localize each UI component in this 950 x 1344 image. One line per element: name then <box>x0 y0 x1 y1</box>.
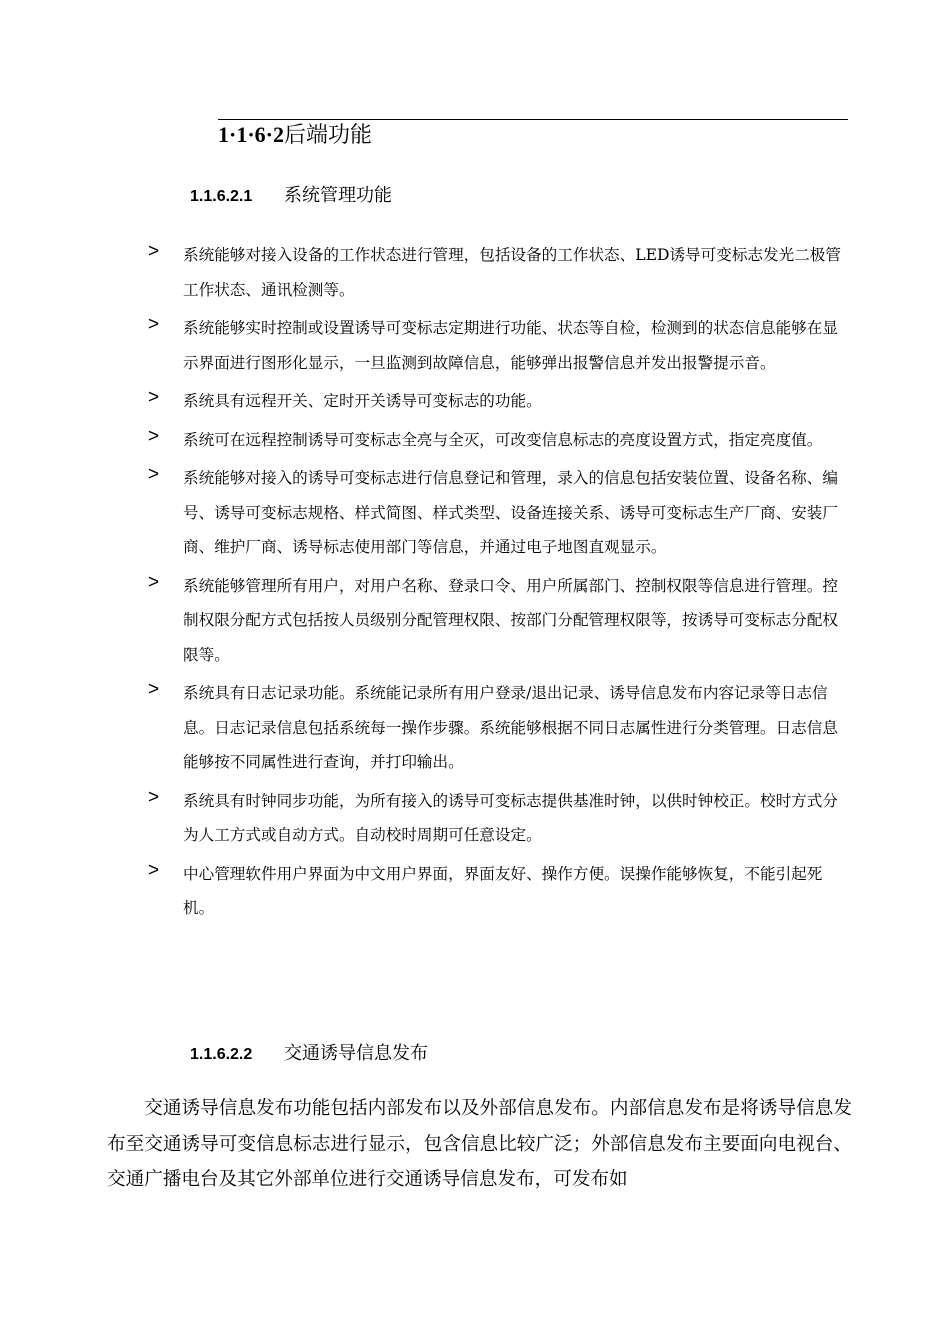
bullet-arrow-icon: > <box>148 387 160 408</box>
heading-3-title: 后端功能 <box>284 123 373 148</box>
list-item-text: 系统具有日志记录功能。系统能记录所有用户登录/退出记录、诱导信息发布内容记录等日志信息。日志记录信息包括系统每一操作步骤。系统能够根据不同日志属性进行分类管理。日志信息能够按不同属性进行查询，并打印输出。 <box>183 684 838 771</box>
bullet-arrow-icon: > <box>148 679 160 700</box>
bullet-arrow-icon: > <box>148 786 160 808</box>
bullet-arrow-icon: > <box>148 241 160 262</box>
list-item <box>148 238 853 307</box>
list-item-text: 系统具有远程开关、定时开关诱导可变标志的功能。 <box>183 392 542 410</box>
feature-bullet-list <box>148 241 853 933</box>
list-item-text: 系统可在远程控制诱导可变标志全亮与全灭，可改变信息标志的亮度设置方式，指定亮度值。 <box>183 430 823 449</box>
list-item <box>148 784 853 853</box>
list-item-text: 中心管理软件用户界面为中文用户界面，界面友好、操作方便。误操作能够恢复，不能引起死机。 <box>183 864 823 917</box>
heading-3-number: 1·1·6·2 <box>218 122 285 147</box>
section-heading-info-publishing <box>190 1040 428 1069</box>
heading-3 <box>218 120 372 151</box>
bullet-arrow-icon: > <box>148 859 160 881</box>
bullet-arrow-icon: > <box>148 571 160 593</box>
list-item <box>148 423 853 458</box>
bullet-arrow-icon: > <box>148 425 160 447</box>
list-item-text: 系统能够管理所有用户，对用户名称、登录口令、用户所属部门、控制权限等信息进行管理。控制权限分配方式包括按人员级别分配管理权限、按部门分配管理权限等，按诱导可变标志分配权限等。 <box>183 576 838 664</box>
list-item <box>148 384 853 419</box>
bullet-arrow-icon: > <box>148 314 160 335</box>
section-title: 交通诱导信息发布 <box>284 1043 428 1064</box>
body-paragraph: 交通诱导信息发布功能包括内部发布以及外部信息发布。内部信息发布是将诱导信息发布至交通诱导可变信息标志进行显示，包含信息比较广泛；外部信息发布主要面向电视台、交通广播电台及其它外部单位进行交通诱导信息发布，可发布如 <box>107 1098 852 1190</box>
list-item <box>148 311 853 380</box>
list-item <box>148 461 853 565</box>
list-item-text: 系统具有时钟同步功能，为所有接入的诱导可变标志提供基准时钟，以供时钟校正。校时方式分为人工方式或自动方式。自动校时周期可任意设定。 <box>183 791 838 844</box>
list-item <box>148 857 853 926</box>
list-item-text: 系统能够实时控制或设置诱导可变标志定期进行功能、状态等自检，检测到的状态信息能够在显示界面进行图形化显示，一旦监测到故障信息，能够弹出报警信息并发出报警提示音。 <box>183 319 838 372</box>
bullet-arrow-icon: > <box>148 464 160 485</box>
section-heading-system-management <box>190 182 392 211</box>
list-item-text: 系统能够对接入的诱导可变标志进行信息登记和管理，录入的信息包括安装位置、设备名称、编号、诱导可变标志规格、样式简图、样式类型、设备连接关系、诱导可变标志生产厂商、安装厂商、维护厂商、诱导标志使用部门等信息，并通过电子地图直观显示。 <box>183 469 838 556</box>
section-number: 1.1.6.2.2 <box>190 1046 253 1063</box>
section-title: 系统管理功能 <box>284 185 392 206</box>
section-number: 1.1.6.2.1 <box>190 188 253 205</box>
list-item-text: 系统能够对接入设备的工作状态进行管理，包括设备的工作状态、LED诱导可变标志发光二极管工作状态、通讯检测等。 <box>183 246 841 299</box>
list-item <box>148 569 853 673</box>
list-item <box>148 676 853 780</box>
